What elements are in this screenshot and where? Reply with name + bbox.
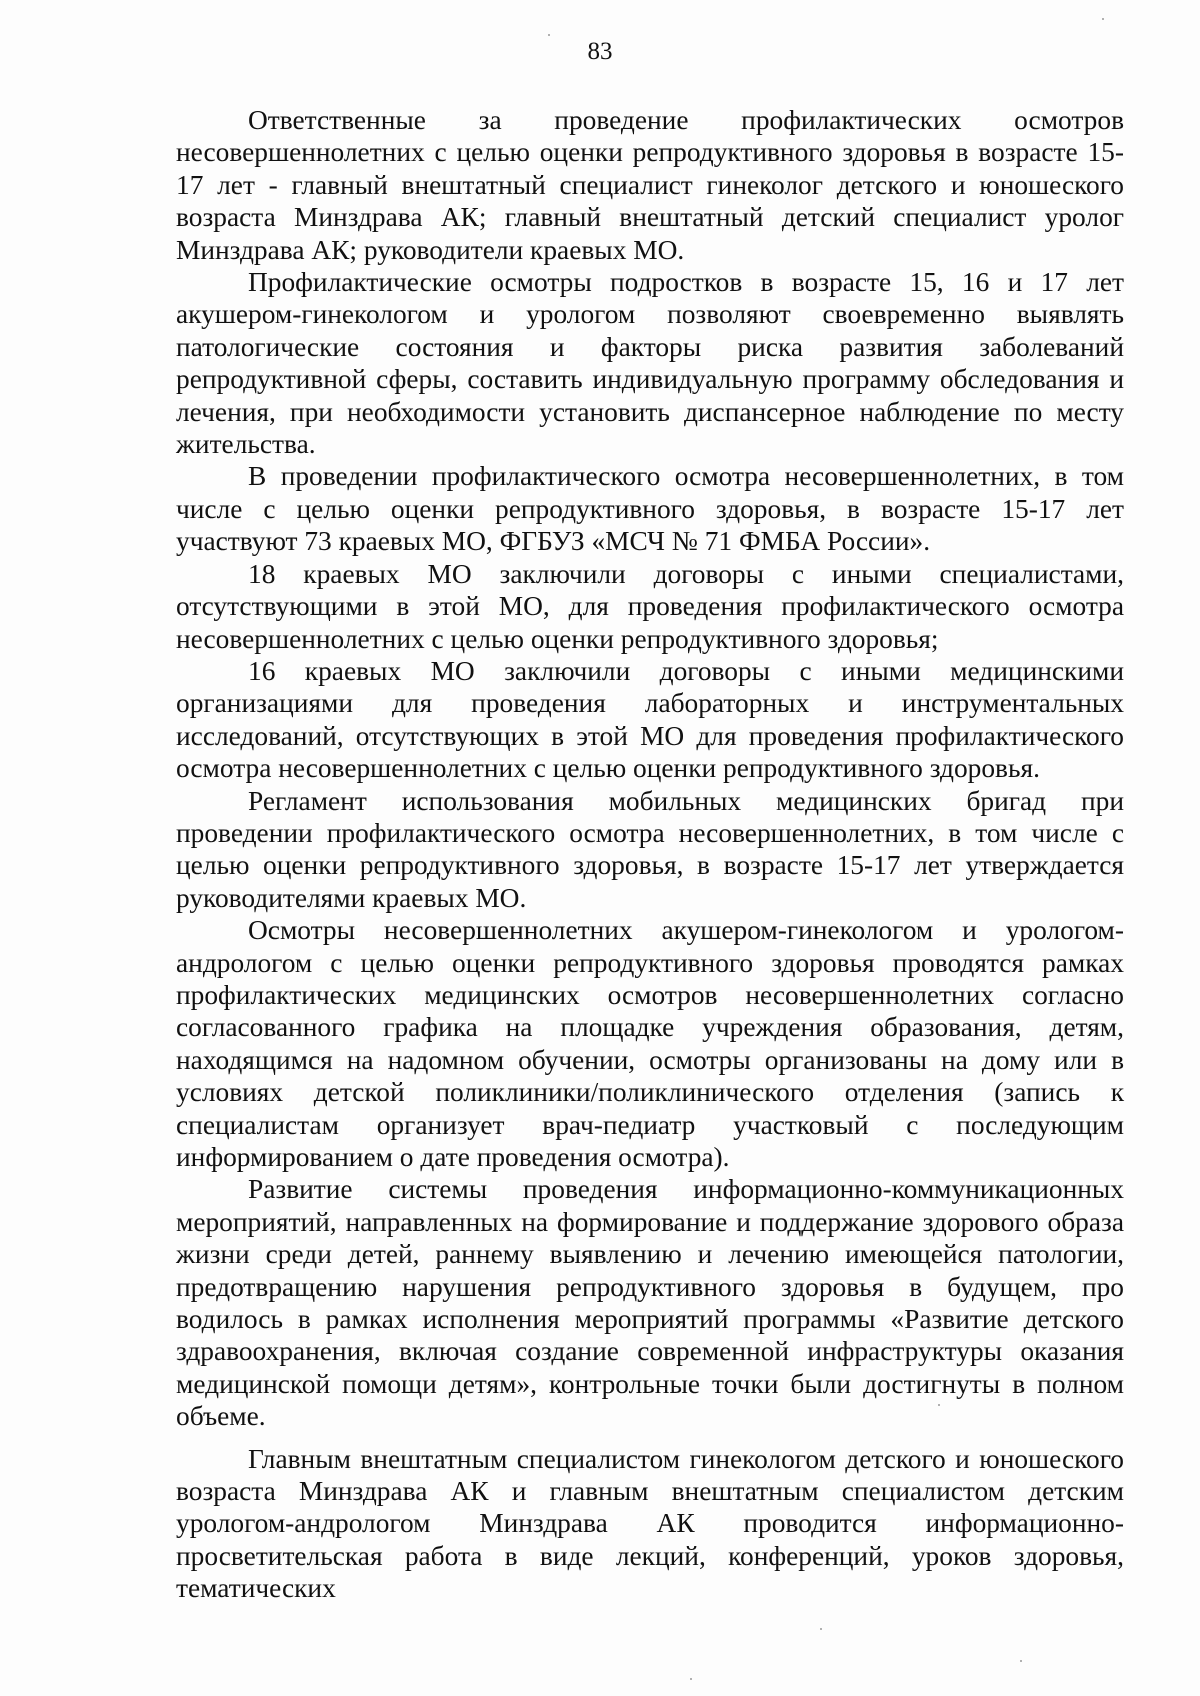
paragraph-participants: В проведении профилактического осмотра несовершеннолетних, в том числе с целью оценки репродуктивного здоровья, в возрасте 15-17 лет участвуют 73 краевых МО, ФГБУЗ «МСЧ № 71 ФМБА России». (176, 461, 1124, 557)
page-number: 83 (587, 38, 613, 65)
scan-speck (1020, 1660, 1022, 1662)
scan-speck (1102, 18, 1104, 20)
paragraph-educational-work: Главным внештатным специалистом гинекологом детского и юношеского возраста Минздрава АК и главным внештатным специалистом детским урологом-андрологом Минздрава АК проводится информационно-просветительская работа в виде лекций, конференций, уроков здоровья, тематических (176, 1443, 1124, 1604)
scan-speck (548, 34, 550, 36)
scan-speck (690, 1678, 692, 1680)
paragraph-exam-procedure: Осмотры несовершеннолетних акушером-гинекологом и урологом-андрологом с целью оценки репродуктивного здоровья проводятся рамках профилактических медицинских осмотров несовершеннолетних согласно согласованного графика на площадке учреждения образования, детям, находящимся на надомном обучении, осмотры организованы на дому или в условиях детской поликлиники/поликлинического отделения (запись к специалистам организует врач-педиатр участковый с последующим информированием о дате проведения осмотра). (176, 915, 1124, 1172)
paragraph-mobile-teams: Регламент использования мобильных медицинских бригад при проведении профилактического осмотра несовершеннолетних, в том числе с целью оценки репродуктивного здоровья, в возрасте 15-17 лет утверждается руководителями краевых МО. (176, 785, 1124, 913)
paragraph-preventive-exams: Профилактические осмотры подростков в возрасте 15, 16 и 17 лет акушером-гинекологом и урологом позволяют своевременно выявлять патологические состояния и факторы риска развития заболеваний репродуктивной сферы, составить индивидуальную программу обследования и лечения, при необходимости установить диспансерное наблюдение по месту жительства. (176, 267, 1124, 460)
paragraph-responsible: Ответственные за проведение профилактических осмотров несовершеннолетних с целью оценки репродуктивного здоровья в возрасте 15-17 лет - главный внештатный специалист гинеколог детского и юношеского возраста Минздрава АК; главный внештатный детский специалист уролог Минздрава АК; руководители краевых МО. (176, 105, 1124, 265)
paragraph-organization-contracts: 16 краевых МО заключили договоры с иными медицинскими организациями для проведения лабораторных и инструментальных исследований, отсутствующих в этой МО для проведения профилактического осмотра несовершеннолетних с целью оценки репродуктивного здоровья. (176, 655, 1124, 784)
scan-speck (820, 1628, 822, 1630)
paragraph-communication-system: Развитие системы проведения информационно-коммуникационных мероприятий, направленных на формирование и поддержание здорового образа жизни среди детей, раннему выявлению и лечению имеющейся патологии, предотвращению нарушения репродуктивного здоровья в будущем, про водилось в рамках исполнения мероприятий программы «Развитие детского здравоохранения, включая создание современной инфраструктуры оказания медицинской помощи детям», контрольные точки были достигнуты в полном объеме. (176, 1174, 1124, 1432)
paragraph-specialist-contracts: 18 краевых МО заключили договоры с иными специалистами, отсутствующими в этой МО, для проведения профилактического осмотра несовершеннолетних с целью оценки репродуктивного здоровья; (176, 558, 1124, 654)
scan-speck (938, 1404, 940, 1406)
body-text (176, 104, 1124, 1605)
